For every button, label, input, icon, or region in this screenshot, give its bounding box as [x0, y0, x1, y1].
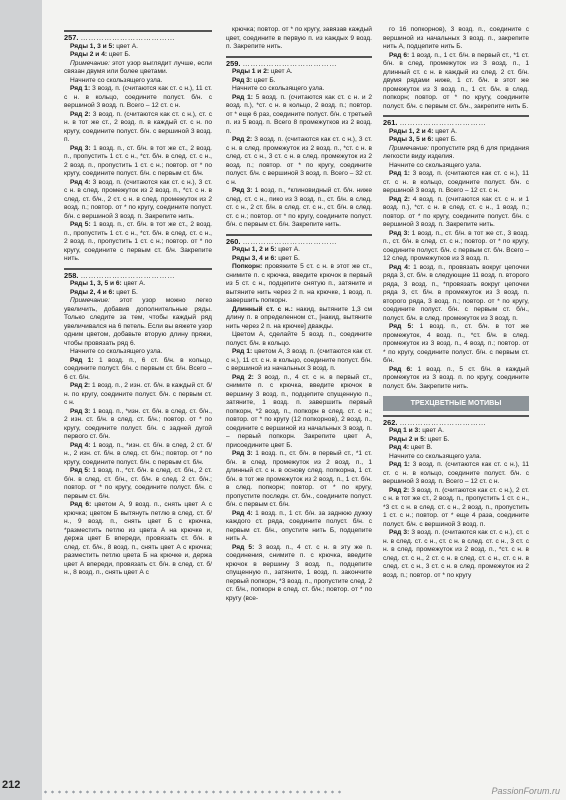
instruction-paragraph: Ряд 4: 1 возд. п., провязать вокруг цепочки ряда 3, ст. б/н. в следующие 11 возд. п. второго ряда, 3 возд. п., *провязать вокруг цепочки ряда 3, ст. б/н. в промежуток из 3 возд. п. второго ряда, 3 возд. п.; повтор. от * по кругу, соедините полуст. б/н. с первым ст. б/н., полуст. б/н. в след. промежуток из 3 возд. п.	[383, 263, 530, 322]
leader-dots: ………………………………	[80, 33, 176, 42]
color-assignment: Ряды 1, 2 и 5: цвет А.	[232, 246, 300, 253]
instruction-paragraph: Ряд 3: 1 возд. п., ст. б/н. в тот же ст., 2 возд. п., пропустить 1 ст. с н., *ст. б/н. в след. ст. с н., 2 возд. п., пропустить 1 ст. с н.; повтор. от * по кругу, соедините полуст. б/н. с первым ст. б/н.	[64, 144, 212, 177]
leader-dots: ……………………………	[399, 417, 487, 427]
instruction-paragraph: Начните со скользящего узла.	[70, 76, 163, 84]
instruction-paragraph: Ряд 3: 1 возд. п., ст. б/н. в первый ст., *1 ст. б/н. в след. промежуток из 2 возд. п., 1 длинный ст. с н. в основу след. попкорна, 1 ст. б/н. в тот же промежуток из 2 возд. п., 1 ст. б/н. в след. попкорн; повтор. от * по кругу, пропустите последн. ст. б/н., соедините полуст. б/н. с первым ст. б/н.	[226, 450, 372, 508]
leader-dots: ………………………………	[242, 58, 338, 68]
instruction-paragraph: Цветом А, сделайте 5 возд. п., соедините полуст. б/н. в кольцо.	[226, 331, 372, 347]
color-assignment: Ряды 1, 3 и 5: цвет А.	[70, 42, 138, 50]
instruction-paragraph: Ряд 5: 1 возд. п., *ст. б/н. в след. ст. б/н., 2 ст. б/н. в след. ст. б/н., ст. б/н. в след. 2 ст. б/н.; повтор. от * по кругу, соедините полуст. б/н. с первым ст. б/н.	[64, 467, 212, 500]
leader-dots: ……………………………	[399, 118, 487, 127]
pattern-number: 257.	[64, 33, 81, 42]
instruction-paragraph: Ряд 2: 3 возд. п. (считаются как ст. с н.), 2 ст. с н. в тот же ст., 2 возд. п., пропустить 1 ст. с н., *3 ст. с н. в след. ст. с н., 2 возд. п., пропустить 1 ст. с н.; повтор. от * еще 4 раза, соедините полуст. б/н. с вершиной 3 возд. п.	[383, 486, 529, 528]
instruction-paragraph: Начните со скользящего узла.	[70, 348, 163, 355]
instruction-paragraph: Ряд 3: 1 возд. п., *изн. ст. б/н. в след. ст. б/н., 2 изн. ст. б/н. в след. ст. б/н.; повтор. от * по кругу, соедините полуст. б/н. с задней дугой первого ст. б/н.	[64, 407, 212, 440]
instruction-paragraph: Ряд 5: 1 возд. п., ст. б/н. в тот же ст., 2 возд. п., пропустить 1 ст. с н., *ст. б/н. в след. ст. с н., 2 возд. п., пропустить 1 ст. с н.; повтор. от * по кругу, соедините с первым ст. б/н. Закрепите нить.	[64, 221, 212, 262]
color-assignment: Ряды 1, 2 и 4: цвет А.	[389, 127, 457, 135]
instruction-paragraph: Ряд 4: 3 возд. п. (считаются как ст. с н.), 3 ст. с н. в след. промежуток из 2 возд. п., *ст. с н. в след. ст. б/н., 2 ст. с н. в след. промежуток из 2 возд. п.; повтор. от * по кругу, соедините полуст. б/н. с вершиной 3 возд. п. Закрепите нить.	[64, 178, 212, 220]
instruction-paragraph: Ряд 1: 5 возд. п. (считаются как ст. с н. и 2 возд. п.), *ст. с н. в кольцо, 2 возд. п.; повтор. от * еще 6 раз, соедините полуст. б/н. с третьей п. из 5 возд. п. Всего 8 промежутков из 2 возд. п.	[226, 93, 372, 135]
page-number: 212	[2, 779, 21, 791]
footer-dot-rule	[42, 790, 342, 794]
instruction-paragraph: Примечание: этот узор выглядит лучше, если связан двумя или более цветами.	[64, 59, 212, 75]
color-assignment: Ряды 1, 3, 5 и 6: цвет А.	[70, 280, 146, 287]
instruction-paragraph: Примечание: этот узор можно легко увеличить, добавив дополнительные ряды. Только следите за тем, чтобы каждый ряд увеличивался на 6 петель. Если вы вяжете узор одним цветом, добавьте вторую длину пряжи, чтобы провязать ряд 6.	[64, 297, 212, 347]
instruction-paragraph: Ряд 1: 3 возд. п. (считаются как ст. с н.), 11 ст. с н. в кольцо, соедините полуст. б/н. с вершиной 3 возд. п. Всего – 12 ст. с н.	[64, 85, 212, 109]
instruction-paragraph: Ряд 3: 1 возд. п., ст. б/н. в тот же ст., 3 возд. п., ст. б/н. в след. ст. с н.; повтор. от * по кругу, соедините полуст. б/н. с первым ст. б/н. Всего – 12 след. промежутков из 3 возд. п.	[383, 229, 529, 262]
instruction-paragraph: Ряд 3: 1 возд. п., *клиновидный ст. б/н. ниже след. ст. с н., пико из 3 возд. п., ст. б/н. в след. ст. с н., 2 ст. б/н. в след. ст. с н., ст. б/н. в след. ст. с н.; повтор. от * по кругу, соедините полуст. б/н. с первым ст. б/н. Закрепите нить.	[226, 187, 372, 228]
leader-dots: ………………………………	[80, 270, 176, 280]
color-assignment: Ряды 2 и 4: цвет Б.	[70, 51, 131, 58]
pattern-heading	[226, 56, 372, 69]
pattern-heading	[64, 30, 212, 43]
instruction-paragraph: Начните со скользящего узла.	[389, 452, 482, 460]
instruction-paragraph: Ряд 1: 1 возд. п., 6 ст. б/н. в кольцо, соедините полуст. б/н. с первым ст. б/н. Всего – 6 ст. б/н.	[64, 356, 212, 381]
page-margin-band	[0, 0, 42, 800]
instruction-paragraph: Примечание: пропустите ряд 6 для придания легкости виду изделия.	[383, 144, 529, 160]
instruction-paragraph: Ряд 2: 3 возд. п. (считаются как ст. с н.), 3 ст. с н. в след. промежуток из 2 возд. п., *ст. с н. в след. ст. с н., 3 ст. с н. в след. промежуток из 2 возд. п.; повтор. от * по кругу, соедините полуст. б/н. с вершиной 3 возд. п. Всего – 32 ст. с н.	[226, 136, 372, 186]
leader-dots: ………………………………	[242, 236, 338, 246]
pattern-heading	[226, 234, 372, 247]
instruction-paragraph: Ряд 2: 3 возд. п. (считаются как ст. с н.), ст. с н. в тот же ст., 2 возд. п. в каждый ст. с н. по кругу, соедините полуст. б/н. с вершиной 3 возд. п.	[64, 110, 212, 143]
color-assignment: Ряды 1 и 2: цвет А.	[232, 68, 293, 75]
instruction-paragraph: Ряд 2: 1 возд. п., 2 изн. ст. б/н. в каждый ст. б/н. по кругу, соедините полуст. б/н. с первым ст. с н.	[64, 382, 212, 406]
color-assignment: Ряды 2 и 5: цвет Б.	[389, 435, 450, 443]
pattern-heading	[383, 415, 529, 428]
instruction-paragraph: Ряд 4: 1 возд. п., 1 ст. б/н. за заднюю дужку каждого ст. ряда, соедините полуст. б/н. с первым ст. б/н., опустите нить Б, подцепите нить А.	[226, 509, 372, 542]
pattern-number: 261.	[383, 118, 400, 127]
watermark: PassionForum.ru	[491, 786, 560, 796]
instruction-paragraph: Ряд 4: 1 возд. п., *изн. ст. б/н. в след. 2 ст. б/н., 2 изн. ст. б/н. в след. ст. б/н.; повтор. от * по кругу, соедините полуст. б/н. с первым ст. б/н.	[64, 441, 212, 466]
instruction-paragraph: Ряд 2: 3 возд. п., 4 ст. с н. в первый ст., снимите п. с крючка, введите крючок в вершину 3 возд. п., подцепите спущенную п., затяните, 1 возд. п. завершить первый попкорн, *2 возд. п., попкорн в след. ст. с н.; повтор. от * по кругу (12 попкорнов), 2 возд. п., соедините с вершиной из начальных 3 возд. п. – первый попкорн. Закрепите цвет А, присоедините цвет Б.	[226, 373, 372, 449]
instruction-paragraph: Ряд 3: 3 возд. п. (считаются как ст. с н.), ст. с н. в след. ст. с н., ст. с н. в след. ст. с н., 3 ст. с н. в след. промежуток из 2 возд. п., *ст. с н. в след. ст. с н., 2 ст. с н. в след. ст. с н., ст. с н. в след. ст. с н., 3 ст. с н. в след. промежуток из 2 возд. п.; повтор. от * по кругу	[383, 529, 529, 579]
color-assignment: Ряды 3, 4 и 6: цвет Б.	[232, 254, 300, 262]
instruction-paragraph: Попкорн: провяжите 5 ст. с н. в этот же ст., снимите п. с крючка, введите крючок в первый из 5 ст. с н., подцепите снятую п., затяните и вытяните нить через 2 п. на крючке, 1 возд. п. завершить попкорн.	[226, 263, 372, 304]
instruction-paragraph: Ряд 2: 4 возд. п. (считаются как ст. с н. и 1 возд. п.), *ст. с н. в след. ст. с н., 1 возд. п.; повтор. от * по кругу, соедините полуст. б/н. с вершиной 3 возд. п. Закрепите нить.	[383, 195, 529, 228]
pattern-heading	[383, 115, 529, 128]
pattern-number: 262.	[383, 417, 400, 427]
section-banner: ТРЕХЦВЕТНЫЕ МОТИВЫ	[383, 396, 529, 411]
pattern-heading	[64, 268, 212, 281]
instruction-paragraph: Ряд 6: 1 возд. п., 1 ст. б/н. в первый ст., *1 ст. б/н. в след. промежуток из 3 возд. п., 1 длинный ст. с н. в каждый из след. 2 ст. б/н. двумя рядами ниже, 1 ст. б/н. в этот же промежуток из 3 возд. п., 1 ст. б/н. в след. попкорн; повтор. от * по кругу, соедините полуст. б/н. с первым ст. б/н., закрепите нить Б.	[383, 51, 529, 110]
instruction-paragraph: Ряд 1: 3 возд. п. (считаются как ст. с н.), 11 ст. с н. в кольцо, соедините полуст. б/н. с вершиной 3 возд. п. Всего – 12 ст. с н.	[383, 461, 529, 485]
instruction-paragraph: Ряд 5: 3 возд. п., 4 ст. с н. в эту же п. соединения, снимите п. с крючка, введите крючок в вершину 3 возд. п., подцепите спущенную п., затяните, 1 возд. п. закончите первый попкорн, *3 возд. п., пропустите след. 2 ст. б/н., попкорн в след. ст. б/н.; повтор. от * по кругу (все-	[226, 543, 372, 602]
instruction-paragraph: Ряд 5: 1 возд. п., ст. б/н. в тот же промежуток, 4 возд. п., *ст. б/н. в след. промежуток из 3 возд. п., 4 возд. п.; повтор. от * по кругу, соедините полуст. б/н. с первым ст. б/н.	[383, 323, 529, 364]
text-column-right	[383, 26, 529, 580]
color-assignment: Ряды 3, 5 и 6: цвет Б.	[389, 136, 457, 143]
color-assignment: Ряд 4: цвет В.	[389, 444, 433, 451]
pattern-number: 260.	[226, 236, 243, 246]
instruction-paragraph: Ряд 1: 3 возд. п. (считаются как ст. с н.), 11 ст. с н. в кольцо, соедините полуст. б/н. с вершиной 3 возд. п. Всего – 12 ст. с н.	[383, 170, 529, 194]
instruction-paragraph: Начните со скользящего узла.	[232, 85, 325, 92]
text-column-middle	[226, 26, 372, 603]
pattern-number: 258.	[64, 270, 81, 280]
instruction-paragraph: Ряд 6: цветом А, 9 возд. п., снять цвет А с крючка; цветом Б вытянуть петлю в след. ст. б/н., 9 возд. п., снять цвет Б с крючка, *разместить петлю из цвета А на крючке и, держа цвет Б впереди, провязать ст. б/н. в след. ст. б/н., 8 возд. п., снять цвет А с крючка; разместить петлю цвета Б на крючке и, держа цвет А впереди, провязать ст. б/н. в след. ст. б/н., 8 возд. п., снять цвет А с	[64, 501, 212, 576]
color-assignment: Ряд 1 и 3: цвет А.	[389, 427, 445, 434]
color-assignment: Ряды 2, 4 и 6: цвет Б.	[70, 288, 138, 296]
instruction-paragraph: Длинный ст. с н.: накид, вытяните 1,3 см длину п. в определенном ст., [накид, вытяните нить через 2 п. на крючке] дважды.	[226, 305, 372, 330]
instruction-paragraph: Начните со скользящего узла.	[389, 161, 482, 169]
instruction-paragraph: Ряд 1: цветом А, 3 возд. п. (считаются как ст. с н.), 11 ст. с н. в кольцо, соедините полуст. б/н. с вершиной из начальных 3 возд. п.	[226, 348, 372, 372]
text-column-left	[64, 26, 212, 578]
instruction-paragraph: го 16 попкорнов), 3 возд. п., соедините с вершиной из начальных 3 возд. п., закрепите нить А, подцепите нить Б.	[383, 26, 529, 50]
instruction-paragraph: крючка; повтор. от * по кругу, завязав каждый цвет, соедините в первую п. из каждых 9 возд. п. Закрепите нить.	[226, 26, 372, 50]
instruction-paragraph: Ряд 6: 1 возд. п., 5 ст. б/н. в каждый промежуток из 3 возд. п. по кругу, соедините полуст. б/н. Закрепите нить.	[383, 365, 530, 390]
pattern-number: 259.	[226, 58, 243, 68]
color-assignment: Ряд 3: цвет Б.	[232, 76, 276, 84]
